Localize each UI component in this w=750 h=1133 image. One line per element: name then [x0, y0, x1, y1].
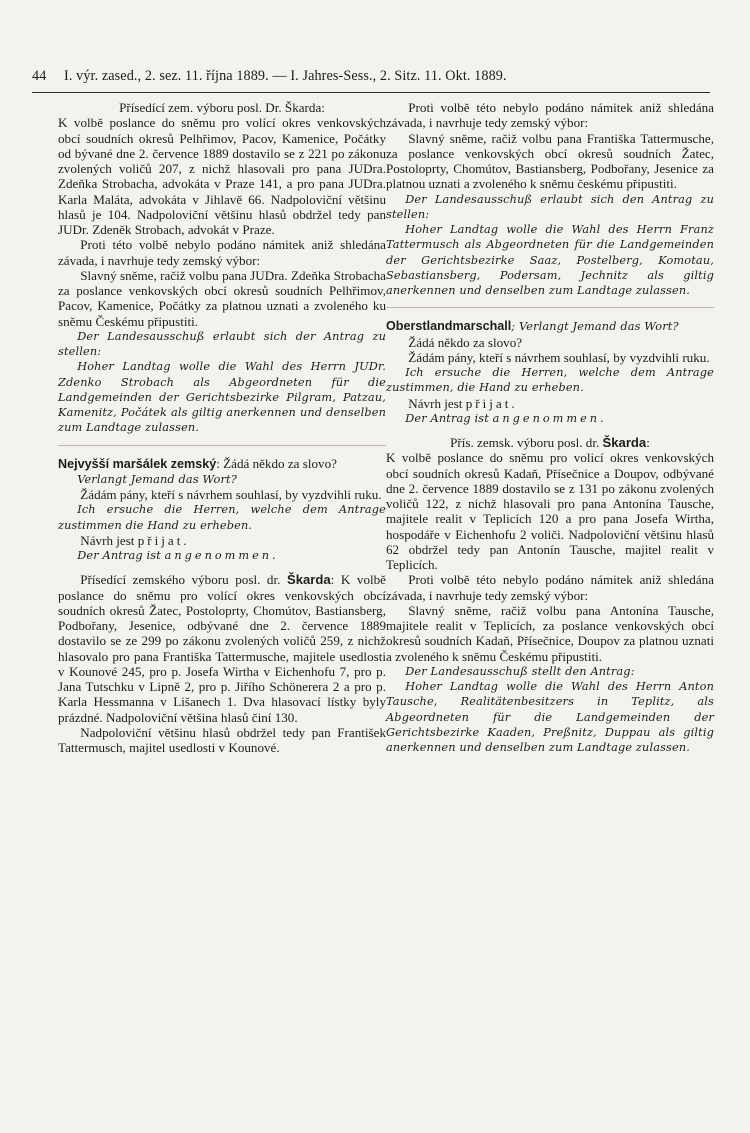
speaker-line [58, 456, 386, 472]
motion-de-intro-2: Der Landesausschuß stellt den Antrag: [405, 664, 635, 678]
motion-de: Hoher Landtag wolle die Wahl des Herrn Franz Tattermusch als Abgeordneten für die Landgemeinden der Gerichtsbezirke Saaz, Postelberg, Komotau, Sebastiansberg, Podersam, Jechnitz als giltig anerkennen und denselben zum Landtage zulassen. [386, 223, 714, 297]
result-line-de [58, 548, 386, 563]
result-prefix-de: Der Antrag ist [77, 549, 161, 562]
result-line [58, 533, 386, 548]
vote-request-de: Ich ersuche die Herren, welche dem Antrage zustimmen, die Hand zu erheben. [386, 366, 714, 395]
result-prefix: Návrh jest [408, 395, 463, 411]
result-word: přijat. [137, 532, 190, 548]
motion-de-intro: Der Landesausschuß erlaubt sich den Antrag zu stellen: [386, 192, 714, 221]
motion-cz: Slavný sněme, račiž volbu pana JUDra. Zdeňka Strobacha za poslance venkovských obcí okresů soudních Pelhřimov, Pacov, Kamenice, Počátky za platnou uznati a zvoleného ku sněmu Českému připustiti. [58, 267, 386, 329]
report-heading-2 [58, 572, 386, 725]
vote-request: Žádám pány, kteří s návrhem souhlasí, by vyzdvihli ruku. [80, 487, 382, 502]
result-prefix: Návrh jest [80, 532, 135, 548]
result-line-de [386, 411, 714, 426]
right-column [386, 100, 714, 755]
report-heading: Přísedící zem. výboru posl. Dr. Škarda: [119, 100, 325, 115]
result-word-de: angenommen. [492, 411, 607, 425]
motion-de: Hoher Landtag wolle die Wahl des Herrn JUDr. Zdenko Strobach als Abgeordneten für die Landgemeinden der Gerichtsbezirke Pilgram, Patzau, Kamenitz, Počátek als giltig anerkennen und denselben zum Landtage zulassen. [58, 360, 386, 435]
report-heading-2: Přís. zemsk. výboru posl. dr. Škarda: [450, 435, 650, 450]
heading-name: Škarda [602, 435, 647, 450]
motion-de-2: Hoher Landtag wolle die Wahl des Herrn Anton Tausche, Realitätenbesitzers in Teplitz, als Abgeordneten für die Landgemeinden der Gerichtsbezirke Kaaden, Preßnitz, Duppau als giltig anerkennen und denselben zum Landtage zulassen. [386, 680, 714, 754]
report-body-2: K volbě poslance do sněmu pro volicí okres venkovských obcí soudních okresů Kadaň, Přísečnice a Doupov, odbývané dne 2. července 1889 dostavilo se z 131 po zákonu zvolených voličů 122, z nichž hlasovali pro pana Antonína Tausche, majitele realit v Teplicích 120 a pro pana Josefa Wirtha, hospodáře v Eichenhofu 2 voliči. Nadpoloviční většinu hlasů 62 obdržel tedy pan Antonín Tausche, majitel realit v Teplicích. [386, 450, 714, 572]
report-body: K volbě poslance do sněmu pro volící okres venkovských obcí soudních okresů Pelhřimov, Pacov, Kamenice, Počátky od bývané dne 2. července 1889 dostavilo se z 221 po zákonu zvolených voličů 207, z nichž hlasovali pro pana JUDra. Zdeňka Strobacha, advokáta v Praze 141, a pro pana JUDra. Karla Maláta, advokáta v Jihlavě 66. Nadpoloviční většinu hlasů je 104. Nadpoloviční většinu hlasů obdržel tedy pan JUDr. Zdeněk Strobach, advokát v Praze. [58, 115, 386, 237]
left-column [58, 100, 386, 755]
question-cz: Žádá někdo za slovo? [408, 334, 523, 350]
report-paragraph: Proti této volbě nebylo podáno námitek aniž shledána závada, i navrhuje tedy zemský výbor: [58, 237, 386, 268]
vote-request: Žádám pány, kteří s návrhem souhlasí, by vyzdvihli ruku. [408, 349, 710, 365]
motion-cz-2: Slavný sněme, račiž volbu pana Antonína Tausche, majitele realit v Teplicích, za poslance venkovských obcí okresů soudních Kadaň, Přísečnice, Doupov za platnou uznati a zvoleného k sněmu Českému připustiti. [386, 602, 714, 664]
result-word: přijat. [465, 395, 518, 411]
speaker-name: Oberstlandmarschall [386, 319, 512, 334]
motion-cz: Slavný sněme, račiž volbu pana Františka Tattermusche, za poslance venkovských obcí okresů soudních Žatec, Postoloprty, Chomútov, Bastiansberg, Podbořany, Jesenice za platnou uznati a zvoleného k sněmu českému připustiti. [386, 130, 714, 192]
vote-request-de: Ich ersuche die Herren, welche dem Antrage zustimmen die Hand zu erheben. [58, 503, 386, 532]
result-line [386, 396, 714, 411]
heading-prefix: Přís. zemsk. výboru posl. dr. [450, 435, 600, 450]
speaker-question: : Žádá někdo za slovo? [216, 455, 337, 471]
running-title: I. výr. zased., 2. sez. 11. října 1889. — I. Jahres-Sess., 2. Sitz. 11. Okt. 1889. [64, 68, 507, 84]
page-header [32, 68, 710, 85]
speaker-question-de: ; Verlangt Jemand das Wort? [511, 320, 679, 334]
report-body-2: : K volbě poslance do sněmu pro volící okres venkovských obcí soudních okresů Žatec, Postoloprty, Chomútov, Bastiansberg, Podbořany, Jesenice, odbývané dne 2. července 1889 dostavilo se ze 299 po zákonu zvolených voličů 259, z nichž hlasovalo pro pana Františka Tattermusche, majitele usedlosti v Kounové 245, pro p. Josefa Wirtha v Eichenhofu 7, pro p. Jana Tutschku v Lipně 2, pro p. Jiřího Schönerera 2 a pro p. Karla Hessmanna v Lišanech 1. Dva hlasovací lístky byly prázdné. Nadpoloviční většina hlasů činí 130. [58, 572, 386, 725]
objection-paragraph-2: Proti volbě této nebylo podáno námitek aniž shledána závada, i navrhuje tedy zemský výbor: [386, 572, 714, 603]
objection-paragraph: Proti volbě této nebylo podáno námitek aniž shledána závada, i navrhuje tedy zemský výbor: [386, 100, 714, 131]
motion-de-intro: Der Landesausschuß erlaubt sich der Antrag zu stellen: [58, 329, 386, 358]
section-divider [386, 307, 714, 308]
header-rule [32, 92, 710, 93]
result-prefix-de: Der Antrag ist [405, 411, 489, 425]
question-de: Verlangt Jemand das Wort? [77, 472, 237, 486]
speaker-line [386, 318, 714, 334]
result-word-de: angenommen. [164, 549, 279, 562]
report-paragraph-2: Nadpoloviční většinu hlasů obdržel tedy pan František Tattermusch, majitel usedlosti v Kounové. [58, 724, 386, 755]
speaker-name: Nejvyšší maršálek zemský [58, 456, 217, 471]
heading-prefix: Přísedící zemského výboru posl. dr. [80, 572, 281, 588]
heading-name: Škarda [286, 572, 331, 588]
page-number: 44 [32, 68, 47, 84]
section-divider [58, 445, 386, 446]
